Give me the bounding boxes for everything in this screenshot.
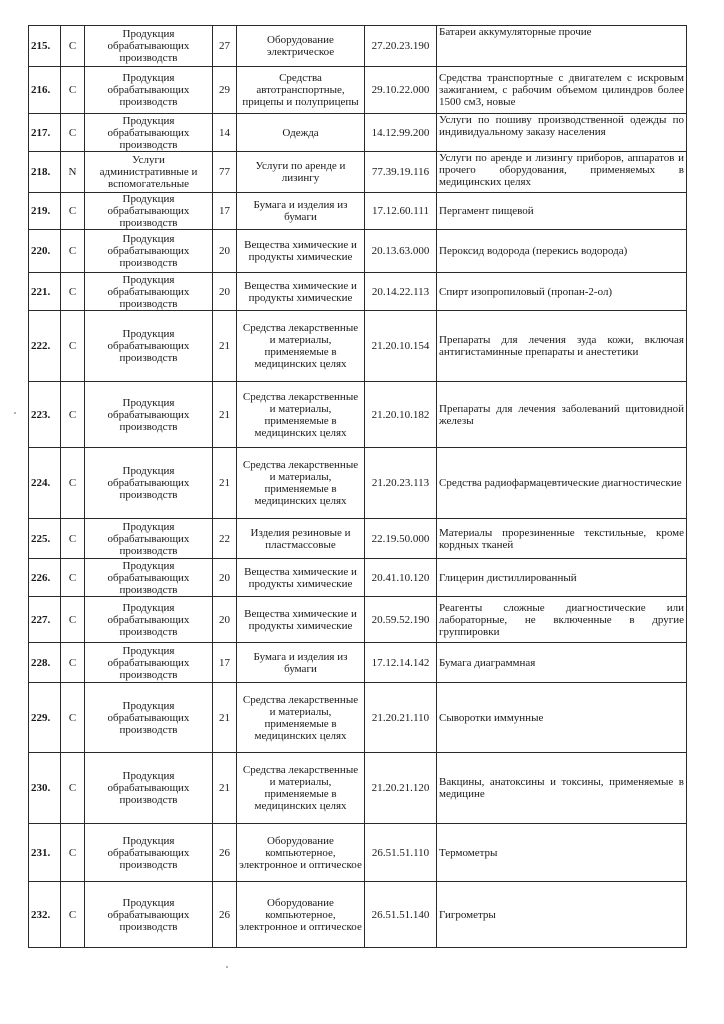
section-name: Продукция обрабатывающих производств bbox=[85, 448, 213, 519]
section-name: Продукция обрабатывающих производств bbox=[85, 683, 213, 753]
section-letter: C bbox=[61, 26, 85, 67]
product-description: Средства радиофармацевтические диагностические bbox=[437, 448, 687, 519]
division-name: Средства лекарственные и материалы, применяемые в медицинских целях bbox=[237, 753, 365, 824]
okpd2-code: 21.20.10.182 bbox=[365, 382, 437, 448]
division-code: 20 bbox=[213, 559, 237, 597]
row-number: 218. bbox=[29, 152, 61, 193]
division-name: Средства автотранспортные, прицепы и полуприцепы bbox=[237, 67, 365, 114]
section-letter: C bbox=[61, 597, 85, 643]
okpd2-code: 20.41.10.120 bbox=[365, 559, 437, 597]
table-row bbox=[29, 643, 687, 683]
division-code: 20 bbox=[213, 230, 237, 273]
product-description: Препараты для лечения зуда кожи, включая антигистаминные препараты и анестетики bbox=[437, 311, 687, 382]
table-row bbox=[29, 597, 687, 643]
table-row bbox=[29, 26, 687, 67]
section-name: Продукция обрабатывающих производств bbox=[85, 230, 213, 273]
okpd2-code: 29.10.22.000 bbox=[365, 67, 437, 114]
product-description: Сыворотки иммунные bbox=[437, 683, 687, 753]
section-letter: C bbox=[61, 643, 85, 683]
row-number: 216. bbox=[29, 67, 61, 114]
product-description: Реагенты сложные диагностические или лабораторные, не включенные в другие группировки bbox=[437, 597, 687, 643]
okpd2-code: 21.20.21.120 bbox=[365, 753, 437, 824]
section-name: Продукция обрабатывающих производств bbox=[85, 519, 213, 559]
section-letter: C bbox=[61, 382, 85, 448]
section-letter: C bbox=[61, 67, 85, 114]
table-row bbox=[29, 193, 687, 230]
section-letter: C bbox=[61, 753, 85, 824]
section-letter: C bbox=[61, 519, 85, 559]
table-row bbox=[29, 753, 687, 824]
section-name: Продукция обрабатывающих производств bbox=[85, 67, 213, 114]
division-name: Бумага и изделия из бумаги bbox=[237, 193, 365, 230]
table-row bbox=[29, 114, 687, 152]
division-code: 20 bbox=[213, 597, 237, 643]
division-name: Средства лекарственные и материалы, применяемые в медицинских целях bbox=[237, 683, 365, 753]
product-description: Батареи аккумуляторные прочие bbox=[437, 26, 687, 67]
section-letter: C bbox=[61, 273, 85, 311]
division-code: 21 bbox=[213, 448, 237, 519]
section-name: Продукция обрабатывающих производств bbox=[85, 382, 213, 448]
section-letter: C bbox=[61, 683, 85, 753]
product-description: Услуги по аренде и лизингу приборов, аппаратов и прочего оборудования, применяемых в медицинских целях bbox=[437, 152, 687, 193]
section-name: Продукция обрабатывающих производств bbox=[85, 824, 213, 882]
section-letter: C bbox=[61, 448, 85, 519]
product-description: Спирт изопропиловый (пропан-2-ол) bbox=[437, 273, 687, 311]
row-number: 227. bbox=[29, 597, 61, 643]
table-row bbox=[29, 683, 687, 753]
okpd2-code: 17.12.14.142 bbox=[365, 643, 437, 683]
okpd2-code: 21.20.23.113 bbox=[365, 448, 437, 519]
okpd2-code: 26.51.51.110 bbox=[365, 824, 437, 882]
division-code: 29 bbox=[213, 67, 237, 114]
table-row bbox=[29, 230, 687, 273]
okpd2-code: 22.19.50.000 bbox=[365, 519, 437, 559]
division-code: 22 bbox=[213, 519, 237, 559]
row-number: 231. bbox=[29, 824, 61, 882]
okpd2-code: 20.14.22.113 bbox=[365, 273, 437, 311]
section-letter: N bbox=[61, 152, 85, 193]
row-number: 217. bbox=[29, 114, 61, 152]
row-number: 215. bbox=[29, 26, 61, 67]
row-number: 221. bbox=[29, 273, 61, 311]
division-name: Оборудование компьютерное, электронное и оптическое bbox=[237, 824, 365, 882]
section-letter: C bbox=[61, 311, 85, 382]
okpd2-code: 26.51.51.140 bbox=[365, 882, 437, 948]
product-description: Вакцины, анатоксины и токсины, применяемые в медицине bbox=[437, 753, 687, 824]
section-letter: C bbox=[61, 824, 85, 882]
division-name: Изделия резиновые и пластмассовые bbox=[237, 519, 365, 559]
table-row bbox=[29, 382, 687, 448]
row-number: 226. bbox=[29, 559, 61, 597]
section-name: Продукция обрабатывающих производств bbox=[85, 311, 213, 382]
division-code: 17 bbox=[213, 643, 237, 683]
scan-speck bbox=[14, 412, 16, 414]
section-name: Продукция обрабатывающих производств bbox=[85, 559, 213, 597]
row-number: 230. bbox=[29, 753, 61, 824]
table-row bbox=[29, 519, 687, 559]
section-letter: C bbox=[61, 882, 85, 948]
product-description: Пероксид водорода (перекись водорода) bbox=[437, 230, 687, 273]
document-page bbox=[28, 25, 686, 948]
section-name: Продукция обрабатывающих производств bbox=[85, 597, 213, 643]
okpd2-code: 20.59.52.190 bbox=[365, 597, 437, 643]
division-name: Услуги по аренде и лизингу bbox=[237, 152, 365, 193]
product-description: Гигрометры bbox=[437, 882, 687, 948]
division-name: Вещества химические и продукты химические bbox=[237, 559, 365, 597]
row-number: 224. bbox=[29, 448, 61, 519]
row-number: 222. bbox=[29, 311, 61, 382]
product-description: Термометры bbox=[437, 824, 687, 882]
section-name: Услуги административные и вспомогательные bbox=[85, 152, 213, 193]
row-number: 225. bbox=[29, 519, 61, 559]
product-description: Глицерин дистиллированный bbox=[437, 559, 687, 597]
product-description: Материалы прорезиненные текстильные, кроме кордных тканей bbox=[437, 519, 687, 559]
division-code: 77 bbox=[213, 152, 237, 193]
table-row bbox=[29, 824, 687, 882]
product-description: Бумага диаграммная bbox=[437, 643, 687, 683]
division-name: Вещества химические и продукты химические bbox=[237, 273, 365, 311]
table-row bbox=[29, 448, 687, 519]
section-name: Продукция обрабатывающих производств bbox=[85, 26, 213, 67]
row-number: 232. bbox=[29, 882, 61, 948]
product-description: Пергамент пищевой bbox=[437, 193, 687, 230]
table-row bbox=[29, 273, 687, 311]
section-name: Продукция обрабатывающих производств bbox=[85, 193, 213, 230]
section-letter: C bbox=[61, 230, 85, 273]
row-number: 223. bbox=[29, 382, 61, 448]
okpd2-code: 77.39.19.116 bbox=[365, 152, 437, 193]
table-body bbox=[29, 26, 687, 948]
division-code: 14 bbox=[213, 114, 237, 152]
okpd2-code: 21.20.10.154 bbox=[365, 311, 437, 382]
section-letter: C bbox=[61, 193, 85, 230]
division-name: Бумага и изделия из бумаги bbox=[237, 643, 365, 683]
division-code: 26 bbox=[213, 824, 237, 882]
scan-speck bbox=[226, 966, 228, 968]
section-name: Продукция обрабатывающих производств bbox=[85, 273, 213, 311]
section-name: Продукция обрабатывающих производств bbox=[85, 643, 213, 683]
section-name: Продукция обрабатывающих производств bbox=[85, 753, 213, 824]
division-name: Средства лекарственные и материалы, применяемые в медицинских целях bbox=[237, 311, 365, 382]
table-row bbox=[29, 559, 687, 597]
section-letter: C bbox=[61, 559, 85, 597]
division-code: 26 bbox=[213, 882, 237, 948]
product-description: Средства транспортные с двигателем с искровым зажиганием, с рабочим объемом цилиндров более 1500 см3, новые bbox=[437, 67, 687, 114]
division-code: 21 bbox=[213, 753, 237, 824]
division-name: Вещества химические и продукты химические bbox=[237, 230, 365, 273]
row-number: 219. bbox=[29, 193, 61, 230]
table-row bbox=[29, 311, 687, 382]
product-registry-table bbox=[28, 25, 687, 948]
section-letter: C bbox=[61, 114, 85, 152]
okpd2-code: 27.20.23.190 bbox=[365, 26, 437, 67]
product-description: Препараты для лечения заболеваний щитовидной железы bbox=[437, 382, 687, 448]
table-row bbox=[29, 882, 687, 948]
division-name: Оборудование компьютерное, электронное и оптическое bbox=[237, 882, 365, 948]
division-code: 27 bbox=[213, 26, 237, 67]
section-name: Продукция обрабатывающих производств bbox=[85, 882, 213, 948]
division-code: 21 bbox=[213, 683, 237, 753]
division-name: Вещества химические и продукты химические bbox=[237, 597, 365, 643]
okpd2-code: 20.13.63.000 bbox=[365, 230, 437, 273]
row-number: 229. bbox=[29, 683, 61, 753]
division-name: Средства лекарственные и материалы, применяемые в медицинских целях bbox=[237, 382, 365, 448]
division-name: Оборудование электрическое bbox=[237, 26, 365, 67]
table-row bbox=[29, 67, 687, 114]
row-number: 228. bbox=[29, 643, 61, 683]
division-code: 17 bbox=[213, 193, 237, 230]
okpd2-code: 14.12.99.200 bbox=[365, 114, 437, 152]
section-name: Продукция обрабатывающих производств bbox=[85, 114, 213, 152]
okpd2-code: 17.12.60.111 bbox=[365, 193, 437, 230]
row-number: 220. bbox=[29, 230, 61, 273]
division-code: 20 bbox=[213, 273, 237, 311]
division-name: Одежда bbox=[237, 114, 365, 152]
table-row bbox=[29, 152, 687, 193]
division-name: Средства лекарственные и материалы, применяемые в медицинских целях bbox=[237, 448, 365, 519]
product-description: Услуги по пошиву производственной одежды по индивидуальному заказу населения bbox=[437, 114, 687, 152]
okpd2-code: 21.20.21.110 bbox=[365, 683, 437, 753]
division-code: 21 bbox=[213, 382, 237, 448]
division-code: 21 bbox=[213, 311, 237, 382]
